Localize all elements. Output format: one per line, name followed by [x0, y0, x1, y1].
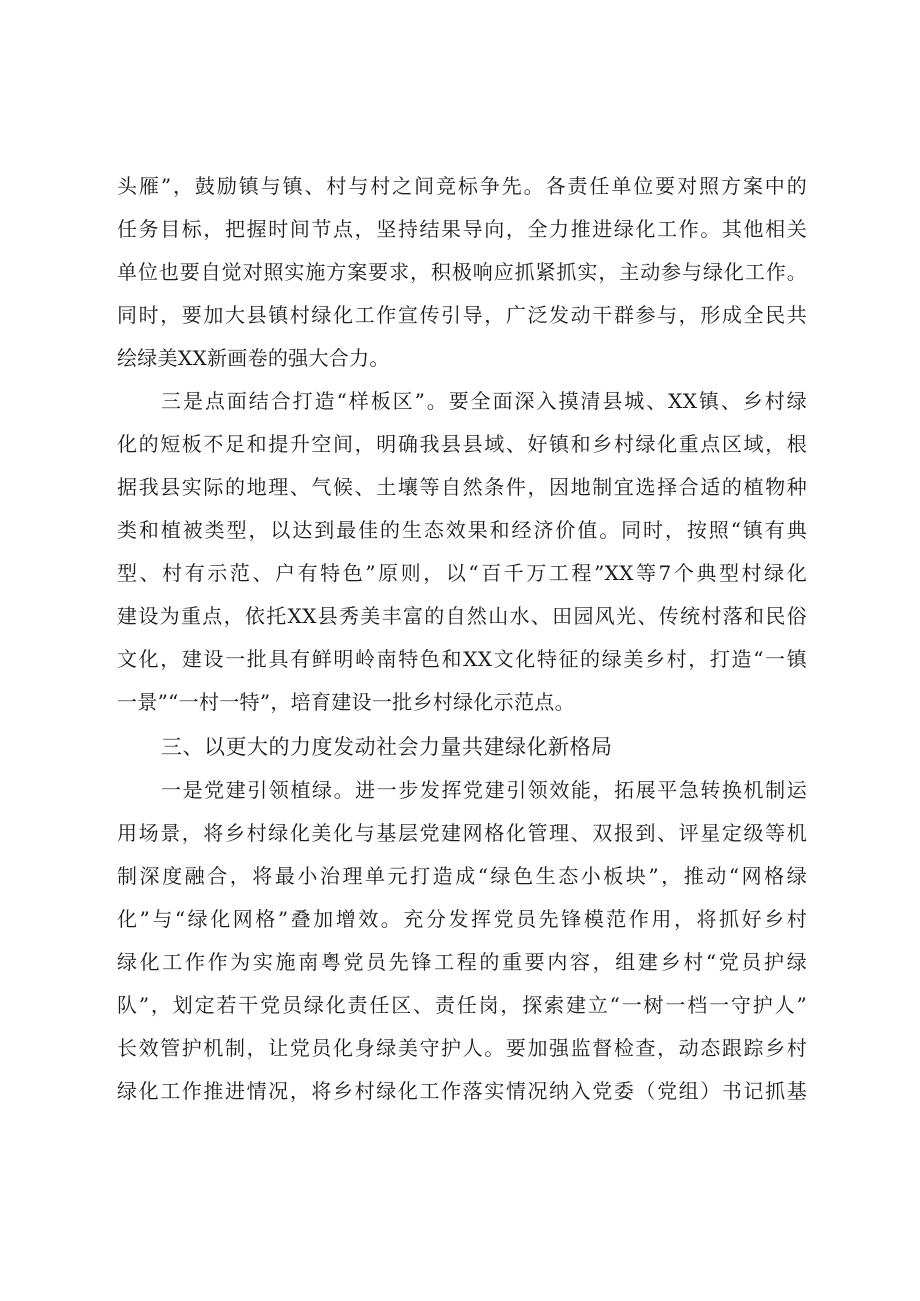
- paragraph-3-line-2: 用场景，将乡村绿化美化与基层党建网格化管理、双报到、评星定级等机: [117, 821, 807, 845]
- paragraph-3-line-7: 长效管护机制，让党员化身绿美守护人。要加强监督检查，动态跟踪乡村: [117, 1036, 807, 1060]
- paragraph-2-line-2: 化的短板不足和提升空间，明确我县县域、好镇和乡村绿化重点区域，根: [117, 432, 807, 456]
- paragraph-2-line-3: 据我县实际的地理、气候、土壤等自然条件，因地制宜选择合适的植物种: [117, 475, 807, 499]
- paragraph-2-line-1: 三是点面结合打造“样板区”。要全面深入摸清县城、XX镇、乡村绿: [161, 389, 807, 413]
- paragraph-3-line-3: 制深度融合，将最小治理单元打造成“绿色生态小板块”，推动“网格绿: [117, 864, 807, 888]
- paragraph-1-line-4: 同时，要加大县镇村绿化工作宣传引导，广泛发动干群参与，形成全民共: [117, 303, 807, 327]
- paragraph-1-line-2: 任务目标，把握时间节点，坚持结果导向，全力推进绿化工作。其他相关: [117, 217, 807, 241]
- paragraph-1-line-3: 单位也要自觉对照实施方案要求，积极响应抓紧抓实，主动参与绿化工作。: [117, 260, 807, 284]
- paragraph-2-line-5: 型、村有示范、户有特色”原则，以“百千万工程”XX等7个典型村绿化: [117, 561, 807, 585]
- paragraph-1-line-1: 头雁”，鼓励镇与镇、村与村之间竞标争先。各责任单位要对照方案中的: [117, 174, 807, 198]
- paragraph-2-line-8: 一景”“一村一特”，培育建设一批乡村绿化示范点。: [117, 690, 575, 714]
- paragraph-3-line-5: 绿化工作作为实施南粤党员先锋工程的重要内容，组建乡村“党员护绿: [117, 950, 807, 974]
- paragraph-1-line-5: 绘绿美XX新画卷的强大合力。: [117, 346, 390, 370]
- paragraph-2-line-4: 类和植被类型，以达到最佳的生态效果和经济价值。同时，按照“镇有典: [117, 518, 807, 542]
- paragraph-3-line-1: 一是党建引领植绿。进一步发挥党建引领效能，拓展平急转换机制运: [161, 778, 807, 802]
- section-heading: 三、以更大的力度发动社会力量共建绿化新格局: [161, 735, 613, 759]
- paragraph-3-line-6: 队”，划定若干党员绿化责任区、责任岗，探索建立“一树一档一守护人”: [117, 993, 807, 1017]
- paragraph-2-line-6: 建设为重点，依托XX县秀美丰富的自然山水、田园风光、传统村落和民俗: [117, 604, 807, 628]
- paragraph-3-line-4: 化”与“绿化网格”叠加增效。充分发挥党员先锋模范作用，将抓好乡村: [117, 907, 807, 931]
- paragraph-2-line-7: 文化，建设一批具有鲜明岭南特色和XX文化特征的绿美乡村，打造“一镇: [117, 647, 807, 671]
- paragraph-3-line-8: 绿化工作推进情况，将乡村绿化工作落实情况纳入党委（党组）书记抓基: [117, 1079, 807, 1103]
